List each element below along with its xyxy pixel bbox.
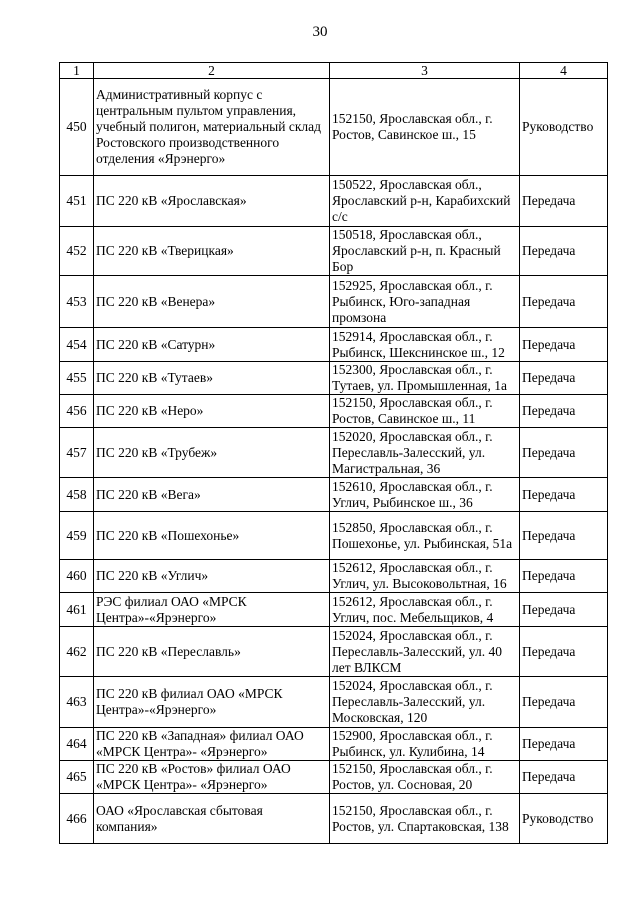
- facility-function: Передача: [520, 428, 608, 478]
- row-number: 461: [60, 593, 94, 627]
- table-row: [60, 627, 608, 677]
- row-number: 458: [60, 478, 94, 512]
- table-row: [60, 176, 608, 227]
- row-number: 455: [60, 362, 94, 395]
- facility-function: Передача: [520, 728, 608, 761]
- facility-name: ПС 220 кВ «Тутаев»: [94, 362, 330, 395]
- column-header-3: 3: [330, 63, 520, 79]
- table-body: [60, 79, 608, 844]
- facility-name: Административный корпус с центральным пультом управления, учебный полигон, материальный склад Ростовского производственного отделения «Ярэнерго»: [94, 79, 330, 176]
- facility-name: ПС 220 кВ «Вега»: [94, 478, 330, 512]
- facility-address: 152612, Ярославская обл., г. Углич, ул. Высоковольтная, 16: [330, 560, 520, 593]
- facility-address: 152925, Ярославская обл., г. Рыбинск, Юго-западная промзона: [330, 276, 520, 328]
- facility-address: 152150, Ярославская обл., г. Ростов, Савинское ш., 11: [330, 395, 520, 428]
- facility-address: 152150, Ярославская обл., г. Ростов, ул. Спартаковская, 138: [330, 794, 520, 844]
- row-number: 456: [60, 395, 94, 428]
- facility-function: Передача: [520, 395, 608, 428]
- row-number: 453: [60, 276, 94, 328]
- facility-address: 152024, Ярославская обл., г. Переславль-Залесский, ул. Московская, 120: [330, 677, 520, 728]
- row-number: 457: [60, 428, 94, 478]
- facility-function: Передача: [520, 276, 608, 328]
- table-row: [60, 761, 608, 794]
- facility-address: 152914, Ярославская обл., г. Рыбинск, Шекснинское ш., 12: [330, 328, 520, 362]
- facility-address: 152020, Ярославская обл., г. Переславль-Залесский, ул. Магистральная, 36: [330, 428, 520, 478]
- facility-name: ПС 220 кВ «Сатурн»: [94, 328, 330, 362]
- facility-name: ПС 220 кВ «Неро»: [94, 395, 330, 428]
- table-header: [60, 63, 608, 79]
- row-number: 462: [60, 627, 94, 677]
- table-row: [60, 79, 608, 176]
- facility-address: 152610, Ярославская обл., г. Углич, Рыбинское ш., 36: [330, 478, 520, 512]
- facility-function: Передача: [520, 593, 608, 627]
- page-number: 30: [312, 24, 328, 40]
- table-row: [60, 362, 608, 395]
- facility-address: 150518, Ярославская обл., Ярославский р-н, п. Красный Бор: [330, 227, 520, 276]
- row-number: 451: [60, 176, 94, 227]
- facility-function: Передача: [520, 761, 608, 794]
- table-row: [60, 227, 608, 276]
- row-number: 450: [60, 79, 94, 176]
- facility-function: Передача: [520, 560, 608, 593]
- facility-address: 152900, Ярославская обл., г. Рыбинск, ул. Кулибина, 14: [330, 728, 520, 761]
- facility-name: ПС 220 кВ «Пошехонье»: [94, 512, 330, 560]
- table-row: [60, 728, 608, 761]
- table-row: [60, 560, 608, 593]
- facility-address: 150522, Ярославская обл., Ярославский р-н, Карабихский с/с: [330, 176, 520, 227]
- table-row: [60, 276, 608, 328]
- table-row: [60, 395, 608, 428]
- table-row: [60, 593, 608, 627]
- column-header-4: 4: [520, 63, 608, 79]
- facility-name: ПС 220 кВ «Тверицкая»: [94, 227, 330, 276]
- facility-function: Передача: [520, 328, 608, 362]
- row-number: 459: [60, 512, 94, 560]
- facility-name: ПС 220 кВ «Венера»: [94, 276, 330, 328]
- facility-name: ПС 220 кВ «Углич»: [94, 560, 330, 593]
- facilities-table: [59, 62, 608, 844]
- facility-function: Передача: [520, 512, 608, 560]
- header-row: [60, 63, 608, 79]
- row-number: 463: [60, 677, 94, 728]
- row-number: 460: [60, 560, 94, 593]
- facility-address: 152300, Ярославская обл., г. Тутаев, ул. Промышленная, 1а: [330, 362, 520, 395]
- row-number: 464: [60, 728, 94, 761]
- table-row: [60, 512, 608, 560]
- table-row: [60, 478, 608, 512]
- facility-function: Руководство: [520, 79, 608, 176]
- row-number: 466: [60, 794, 94, 844]
- facility-address: 152850, Ярославская обл., г. Пошехонье, ул. Рыбинская, 51а: [330, 512, 520, 560]
- facility-name: ПС 220 кВ «Ярославская»: [94, 176, 330, 227]
- facility-address: 152150, Ярославская обл., г. Ростов, ул. Сосновая, 20: [330, 761, 520, 794]
- facility-function: Передача: [520, 227, 608, 276]
- table-row: [60, 677, 608, 728]
- facility-name: ПС 220 кВ филиал ОАО «МРСК Центра»-«Ярэнерго»: [94, 677, 330, 728]
- facility-function: Передача: [520, 627, 608, 677]
- table-row: [60, 328, 608, 362]
- facility-function: Передача: [520, 478, 608, 512]
- table-row: [60, 428, 608, 478]
- facility-function: Передача: [520, 362, 608, 395]
- facility-name: ПС 220 кВ «Переславль»: [94, 627, 330, 677]
- facility-function: Руководство: [520, 794, 608, 844]
- facility-address: 152150, Ярославская обл., г. Ростов, Савинское ш., 15: [330, 79, 520, 176]
- facility-name: РЭС филиал ОАО «МРСК Центра»-«Ярэнерго»: [94, 593, 330, 627]
- row-number: 452: [60, 227, 94, 276]
- row-number: 454: [60, 328, 94, 362]
- facility-name: ПС 220 кВ «Западная» филиал ОАО «МРСК Центра»- «Ярэнерго»: [94, 728, 330, 761]
- row-number: 465: [60, 761, 94, 794]
- facility-address: 152612, Ярославская обл., г. Углич, пос. Мебельщиков, 4: [330, 593, 520, 627]
- facility-function: Передача: [520, 677, 608, 728]
- facility-name: ПС 220 кВ «Ростов» филиал ОАО «МРСК Центра»- «Ярэнерго»: [94, 761, 330, 794]
- column-header-2: 2: [94, 63, 330, 79]
- facility-name: ОАО «Ярославская сбытовая компания»: [94, 794, 330, 844]
- facility-address: 152024, Ярославская обл., г. Переславль-Залесский, ул. 40 лет ВЛКСМ: [330, 627, 520, 677]
- facility-function: Передача: [520, 176, 608, 227]
- table-row: [60, 794, 608, 844]
- facility-name: ПС 220 кВ «Трубеж»: [94, 428, 330, 478]
- column-header-1: 1: [60, 63, 94, 79]
